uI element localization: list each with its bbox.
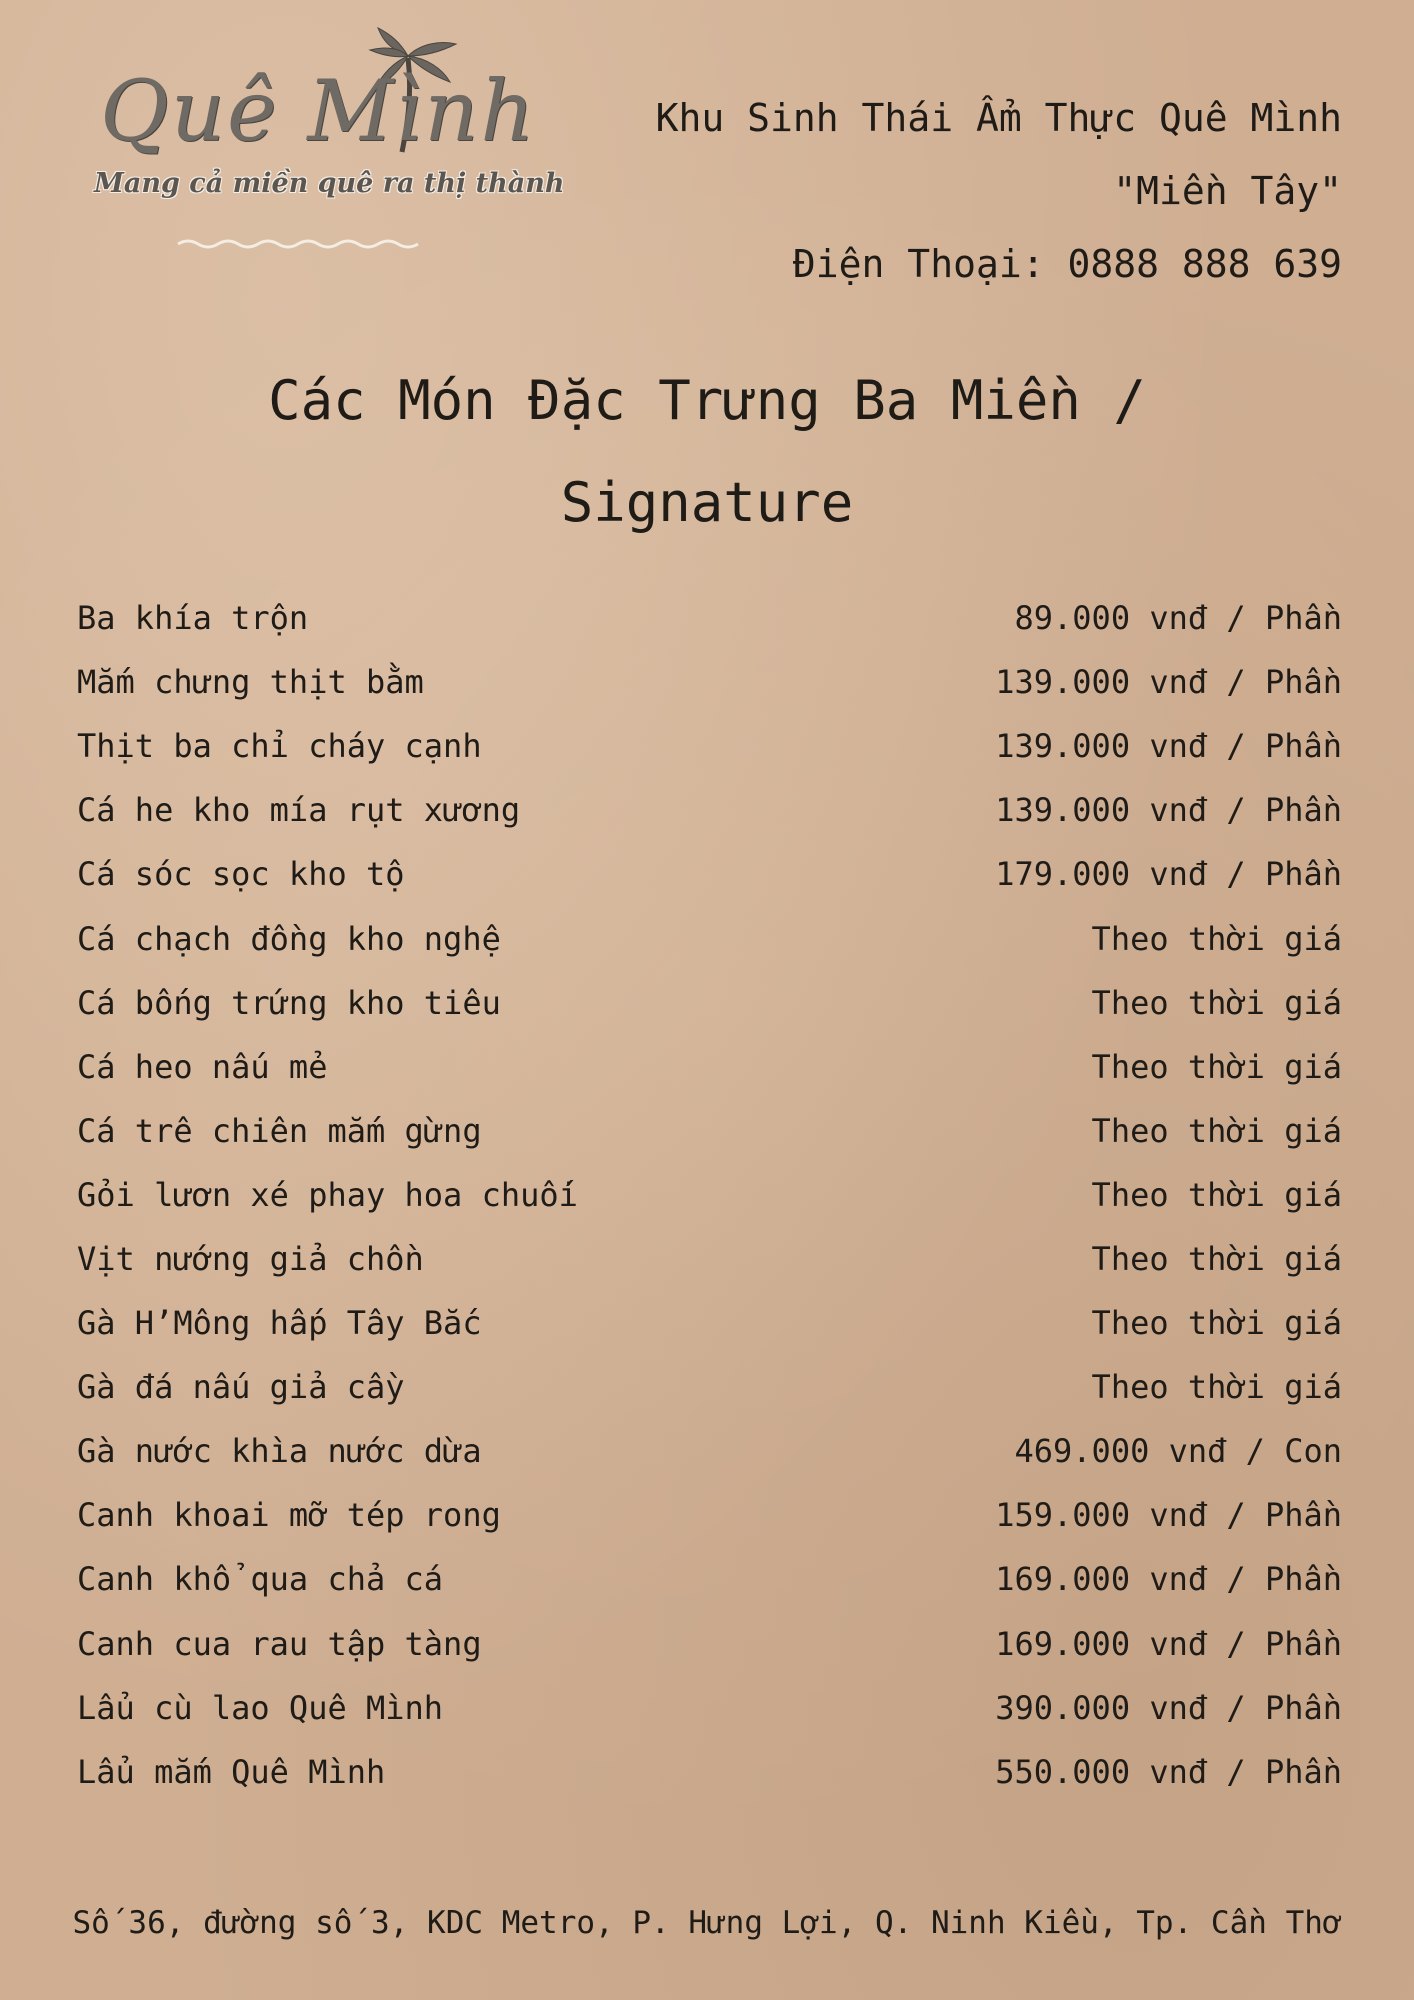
business-info	[656, 82, 1342, 301]
logo-tagline: Mang cả miền quê ra thị thành	[94, 168, 565, 199]
menu-item-price: Theo thời giá	[1091, 1368, 1342, 1407]
menu-item	[77, 1676, 1342, 1740]
menu-item	[77, 1099, 1342, 1163]
menu-item-name: Thịt ba chỉ cháy cạnh	[77, 727, 482, 766]
menu-item-name: Cá heo nấu mẻ	[77, 1047, 328, 1086]
logo-title: Quê Mình	[100, 62, 537, 160]
menu-item-name: Cá he kho mía rụt xương	[77, 791, 521, 830]
menu-item	[77, 1227, 1342, 1291]
menu-item	[77, 906, 1342, 970]
menu-item-price: Theo thời giá	[1091, 1175, 1342, 1214]
menu-item	[77, 971, 1342, 1035]
menu-item	[77, 1740, 1342, 1804]
business-name: Khu Sinh Thái Ẩm Thực Quê Mình	[655, 96, 1342, 140]
menu-item-name: Gà đá nấu giả cầy	[77, 1368, 405, 1407]
menu-item	[77, 1355, 1342, 1419]
menu-item-name: Canh khổ qua chả cá	[77, 1560, 444, 1599]
menu-title	[0, 350, 1414, 554]
menu-item	[77, 1547, 1342, 1611]
menu-item	[77, 1291, 1342, 1355]
menu-item-price: 169.000 vnđ / Phần	[995, 1560, 1342, 1599]
business-region: "Miền Tây"	[1113, 169, 1342, 213]
menu-item	[77, 1483, 1342, 1547]
menu-item-name: Mắm chưng thịt bằm	[77, 663, 424, 702]
menu-title-line2: Signature	[560, 471, 854, 534]
menu-item-price: 179.000 vnđ / Phần	[995, 855, 1342, 894]
menu-item-price: Theo thời giá	[1091, 1239, 1342, 1278]
brand-logo	[90, 22, 565, 262]
menu-item-price: Theo thời giá	[1091, 919, 1342, 958]
menu-item	[77, 1163, 1342, 1227]
footer-address: Số 36, đường số 3, KDC Metro, P. Hưng Lợi, Q. Ninh Kiều, Tp. Cần Thơ	[72, 1905, 1342, 1941]
menu-item-name: Cá trê chiên mắm gừng	[77, 1111, 482, 1150]
menu-item-price: 139.000 vnđ / Phần	[995, 727, 1342, 766]
menu-item-name: Ba khía trộn	[77, 599, 309, 638]
menu-item-name: Cá bống trứng kho tiêu	[77, 983, 501, 1022]
menu-item-name: Gỏi lươn xé phay hoa chuối	[77, 1175, 578, 1214]
wave-divider-icon	[90, 22, 530, 262]
menu-item-price: 159.000 vnđ / Phần	[995, 1496, 1342, 1535]
menu-item-price: 89.000 vnđ / Phần	[1014, 599, 1342, 638]
menu-item-name: Gà H’Mông hấp Tây Bắc	[77, 1304, 482, 1343]
menu-item-price: Theo thời giá	[1091, 983, 1342, 1022]
menu-item	[77, 1612, 1342, 1676]
menu-item	[77, 714, 1342, 778]
menu-item	[77, 778, 1342, 842]
menu-item-name: Cá sóc sọc kho tộ	[77, 855, 405, 894]
menu-item-price: 139.000 vnđ / Phần	[995, 663, 1342, 702]
menu-item-name: Canh khoai mỡ tép rong	[77, 1496, 501, 1535]
menu-item-price: Theo thời giá	[1091, 1304, 1342, 1343]
menu-list	[77, 586, 1342, 1804]
menu-item-name: Gà nước khìa nước dừa	[77, 1432, 482, 1471]
menu-item-price: Theo thời giá	[1091, 1047, 1342, 1086]
menu-item-price: 550.000 vnđ / Phần	[995, 1752, 1342, 1791]
menu-item	[77, 1419, 1342, 1483]
menu-item-price: 169.000 vnđ / Phần	[995, 1624, 1342, 1663]
business-phone: Điện Thoại: 0888 888 639	[792, 242, 1342, 286]
menu-item	[77, 650, 1342, 714]
menu-item-price: 139.000 vnđ / Phần	[995, 791, 1342, 830]
menu-item-name: Cá chạch đồng kho nghệ	[77, 919, 501, 958]
menu-item	[77, 586, 1342, 650]
menu-item	[77, 842, 1342, 906]
menu-item-price: Theo thời giá	[1091, 1111, 1342, 1150]
menu-item-price: 469.000 vnđ / Con	[1014, 1432, 1342, 1471]
menu-item-name: Lẩu cù lao Quê Mình	[77, 1688, 444, 1727]
menu-item-name: Canh cua rau tập tàng	[77, 1624, 482, 1663]
menu-item	[77, 1035, 1342, 1099]
menu-item-name: Lẩu mắm Quê Mình	[77, 1752, 386, 1791]
menu-title-line1: Các Món Đặc Trưng Ba Miền /	[268, 369, 1146, 432]
menu-item-name: Vịt nướng giả chồn	[77, 1239, 424, 1278]
menu-item-price: 390.000 vnđ / Phần	[995, 1688, 1342, 1727]
